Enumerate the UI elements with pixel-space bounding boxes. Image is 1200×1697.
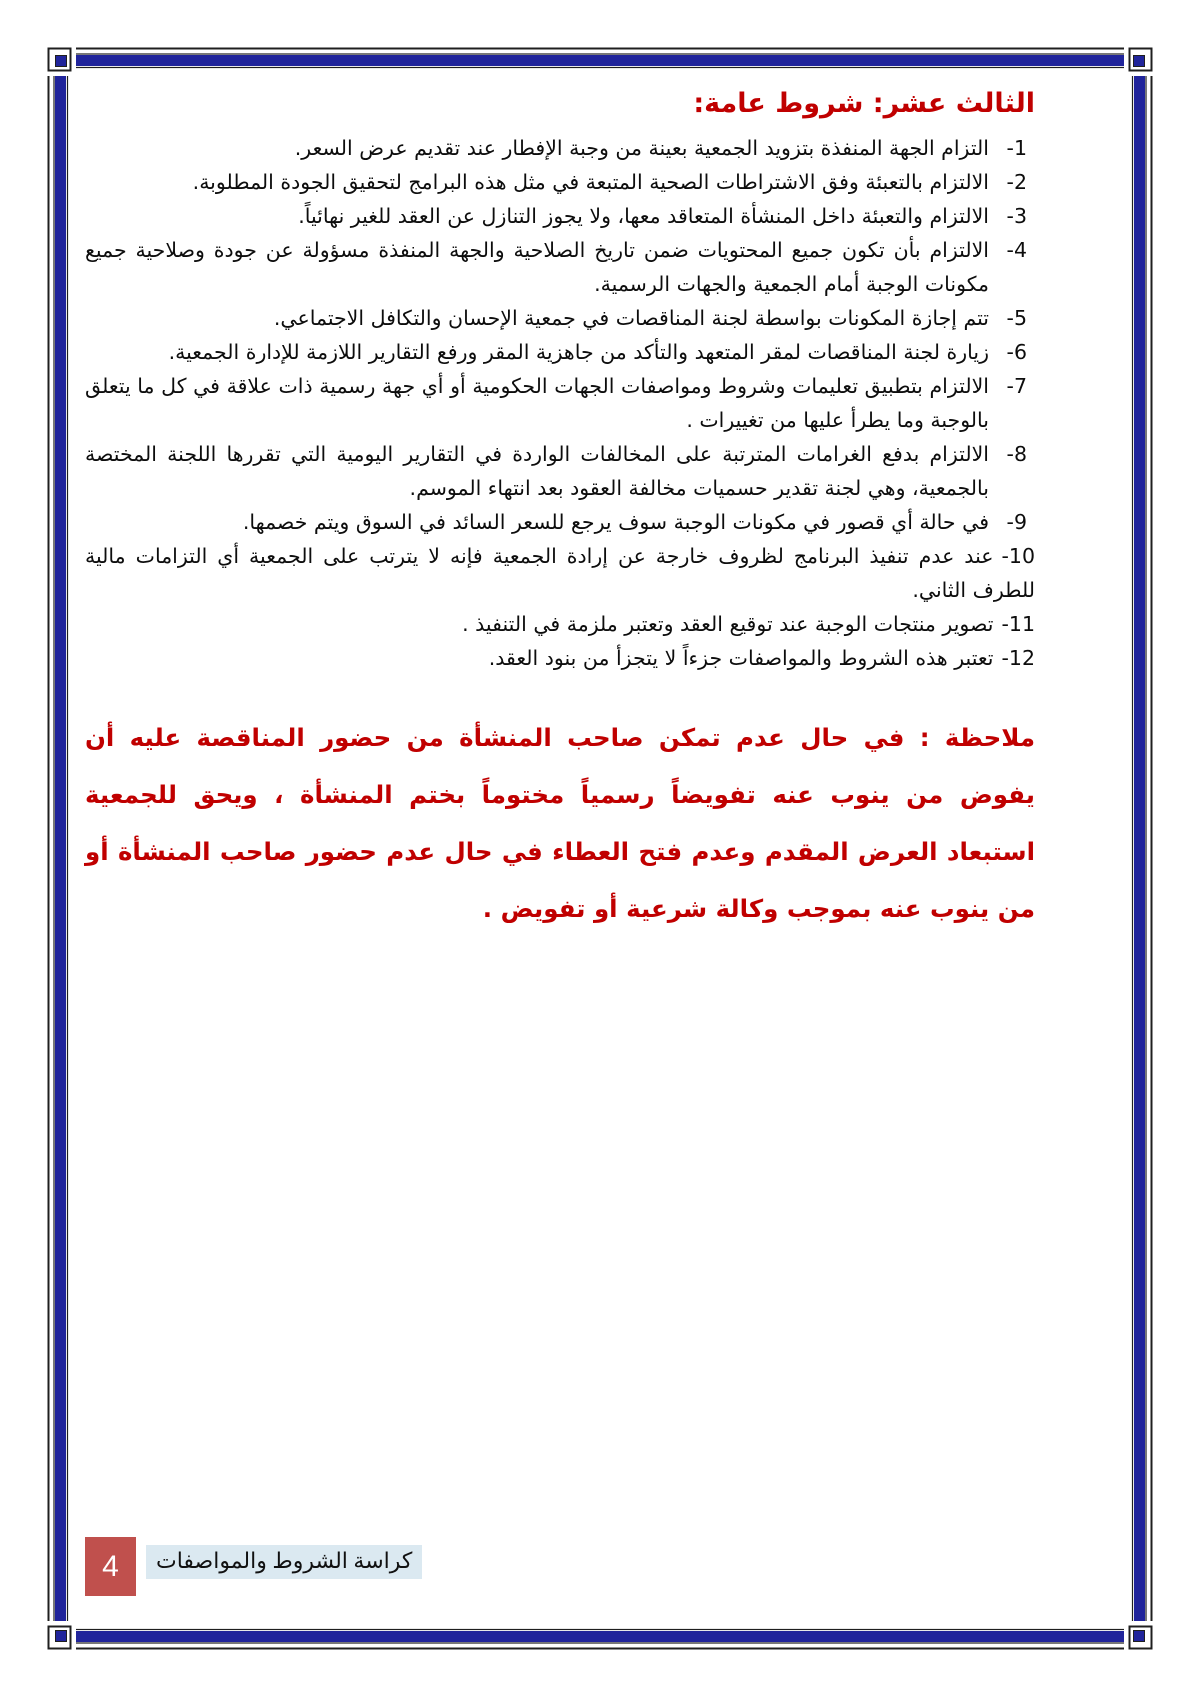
item-number: 2- bbox=[1006, 170, 1027, 194]
item-text: الالتزام بدفع الغرامات المترتبة على المخالفات الواردة في التقارير اليومية التي تقررها اللجنة المختصة بالجمعية، وهي لجنة تقدير حسميات مخالفة العقود بعد انتهاء الموسم. bbox=[85, 442, 989, 500]
item-text: التزام الجهة المنفذة بتزويد الجمعية بعينة من وجبة الإفطار عند تقديم عرض السعر. bbox=[294, 136, 989, 160]
item-text: الالتزام بتطبيق تعليمات وشروط ومواصفات الجهات الحكومية أو أي جهة رسمية ذات علاقة في كل ما يتعلق بالوجبة وما يطرأ عليها من تغييرات . bbox=[85, 374, 989, 432]
item-number: 9- bbox=[1006, 510, 1027, 534]
item-text: الالتزام بالتعبئة وفق الاشتراطات الصحية المتبعة في مثل هذه البرامج لتحقيق الجودة المطلوبة. bbox=[192, 170, 989, 194]
item-text: تصوير منتجات الوجبة عند توقيع العقد وتعتبر ملزمة في التنفيذ . bbox=[462, 612, 994, 636]
list-item bbox=[85, 539, 1035, 607]
item-number: 1- bbox=[1006, 136, 1027, 160]
item-number: 3- bbox=[1006, 204, 1027, 228]
list-item bbox=[85, 505, 1035, 539]
section-heading: الثالث عشر: شروط عامة: bbox=[693, 88, 1035, 119]
list-item bbox=[85, 165, 1035, 199]
item-number: 10- bbox=[1001, 544, 1035, 568]
item-text: تعتبر هذه الشروط والمواصفات جزءاً لا يتجزأ من بنود العقد. bbox=[488, 646, 994, 670]
page-footer bbox=[85, 1537, 422, 1596]
item-text: الالتزام والتعبئة داخل المنشأة المتعاقد معها، ولا يجوز التنازل عن العقد للغير نهائياً. bbox=[298, 204, 989, 228]
page-number-badge: 4 bbox=[85, 1537, 136, 1596]
list-item bbox=[85, 641, 1035, 675]
item-number: 7- bbox=[1006, 374, 1027, 398]
list-item bbox=[85, 131, 1035, 165]
terms-list bbox=[85, 131, 1035, 675]
item-text: زيارة لجنة المناقصات لمقر المتعهد والتأكد من جاهزية المقر ورفع التقارير اللازمة للإدارة الجمعية. bbox=[168, 340, 989, 364]
list-item bbox=[85, 301, 1035, 335]
list-item bbox=[85, 199, 1035, 233]
item-number: 6- bbox=[1006, 340, 1027, 364]
content-area bbox=[85, 88, 1035, 962]
item-text: عند عدم تنفيذ البرنامج لظروف خارجة عن إرادة الجمعية فإنه لا يترتب على الجمعية أي التزامات مالية للطرف الثاني. bbox=[85, 544, 1035, 602]
list-item bbox=[85, 607, 1035, 641]
item-number: 5- bbox=[1006, 306, 1027, 330]
item-number: 11- bbox=[1001, 612, 1035, 636]
item-number: 12- bbox=[1001, 646, 1035, 670]
list-item bbox=[85, 369, 1035, 437]
item-text: تتم إجازة المكونات بواسطة لجنة المناقصات في جمعية الإحسان والتكافل الاجتماعي. bbox=[273, 306, 989, 330]
list-item bbox=[85, 233, 1035, 301]
item-number: 8- bbox=[1006, 442, 1027, 466]
item-number: 4- bbox=[1006, 238, 1027, 262]
item-text: في حالة أي قصور في مكونات الوجبة سوف يرجع للسعر السائد في السوق ويتم خصمها. bbox=[242, 510, 989, 534]
list-item bbox=[85, 335, 1035, 369]
item-text: الالتزام بأن تكون جميع المحتويات ضمن تاريخ الصلاحية والجهة المنفذة مسؤولة عن جودة وصلاحية جميع مكونات الوجبة أمام الجمعية والجهات الرسمية. bbox=[85, 238, 989, 296]
list-item bbox=[85, 437, 1035, 505]
footer-label: كراسة الشروط والمواصفات bbox=[146, 1545, 422, 1579]
note-paragraph: ملاحظة : في حال عدم تمكن صاحب المنشأة من حضور المناقصة عليه أن يفوض من ينوب عنه تفويضاً رسمياً مختوماً بختم المنشأة ، ويحق للجمعية استبعاد العرض المقدم وعدم فتح العطاء في حال عدم حضور صاحب المنشأة أو من ينوب عنه بموجب وكالة شرعية أو تفويض . bbox=[85, 723, 1035, 923]
